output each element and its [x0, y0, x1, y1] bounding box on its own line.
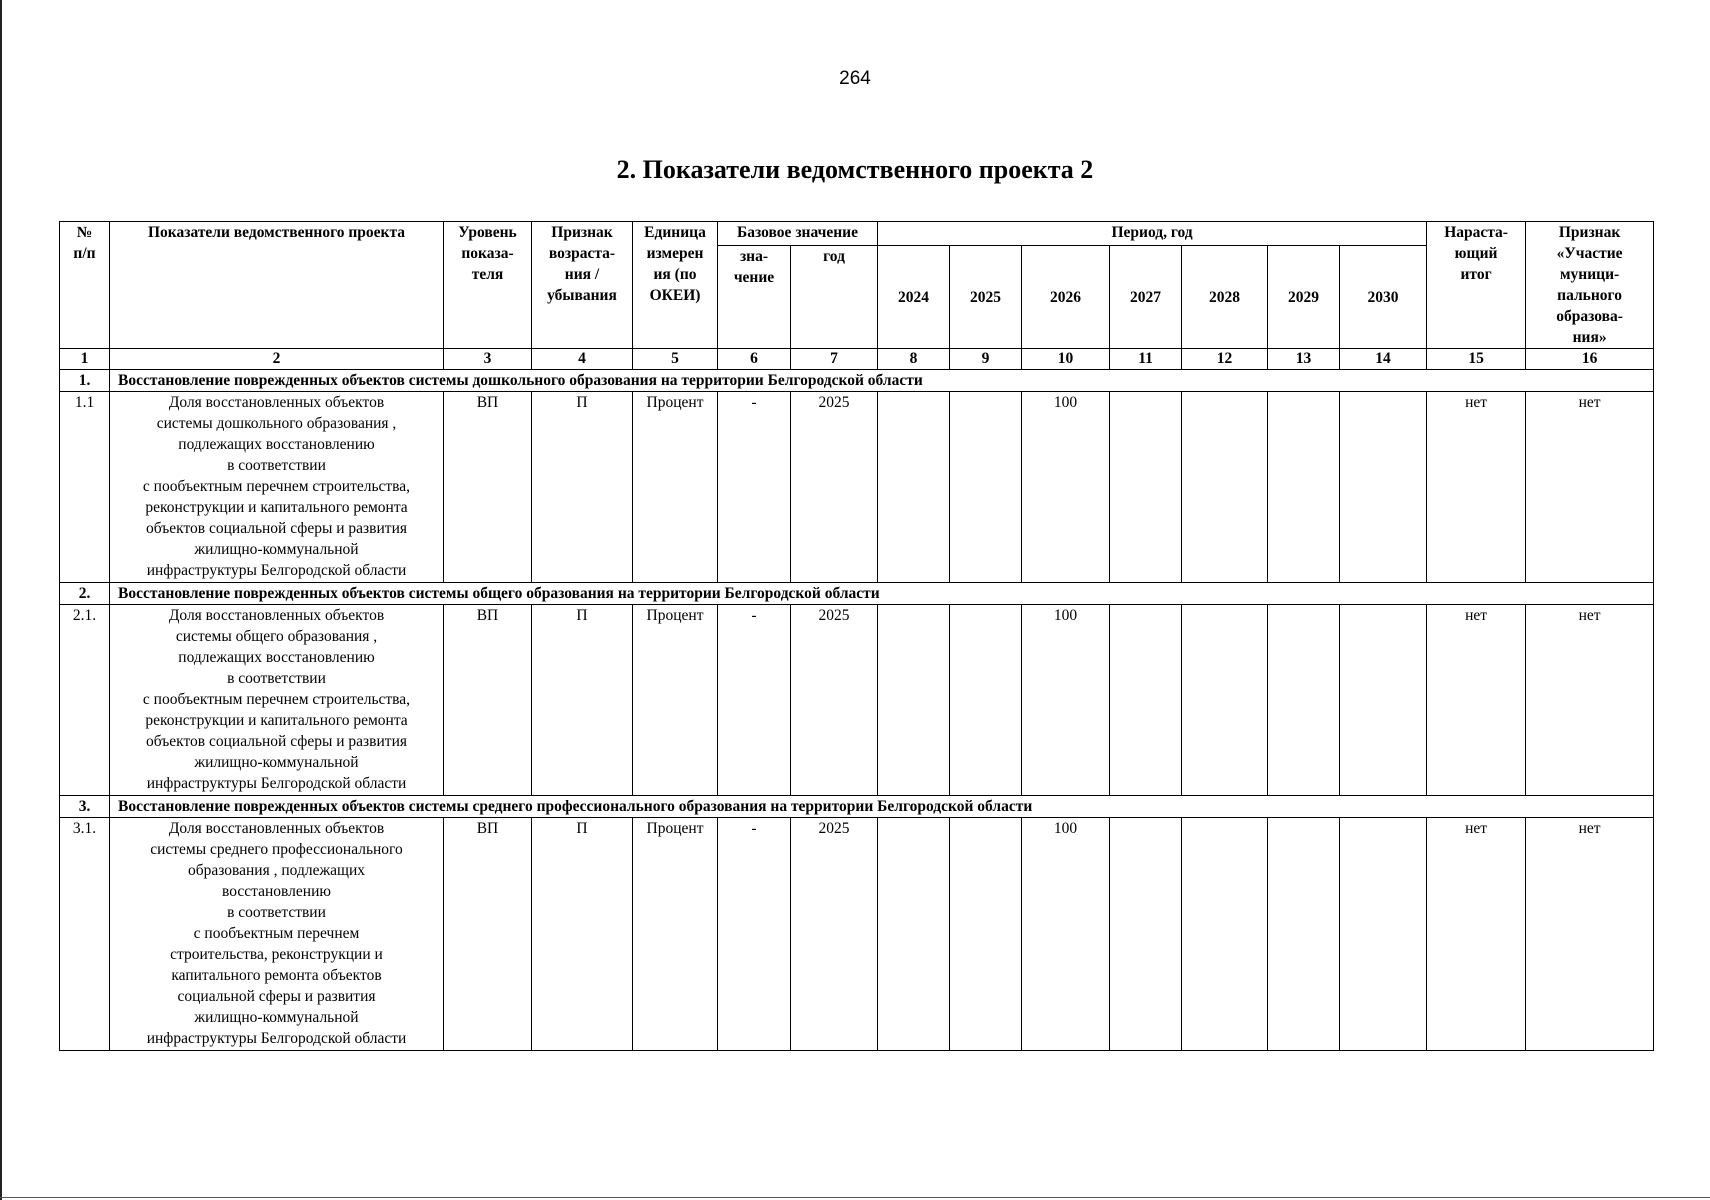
- indicator-name: Доля восстановленных объектов системы общего образования , подлежащих восстановлению в соответствии с пообъектным перечнем строительства, реконструкции и капитального ремонта объектов социальной сферы и развития жилищно-коммунальной инфраструктуры Белгородской области: [110, 605, 444, 796]
- indicator-sign: П: [532, 605, 633, 796]
- base-value: -: [718, 818, 791, 1051]
- year-value: [1340, 818, 1427, 1051]
- year-value: [1340, 605, 1427, 796]
- table-row: [60, 605, 1654, 796]
- section-title: Восстановление поврежденных объектов системы общего образования на территории Белгородской области: [110, 583, 1654, 605]
- year-value: [1268, 605, 1340, 796]
- cumulative-value: нет: [1427, 392, 1526, 583]
- cumulative-value: нет: [1427, 818, 1526, 1051]
- year-value: [1268, 392, 1340, 583]
- header-year: 2030: [1340, 246, 1427, 349]
- column-number: 8: [878, 349, 950, 370]
- column-number: 2: [110, 349, 444, 370]
- year-value: [1268, 818, 1340, 1051]
- header-base-year: год: [791, 246, 878, 349]
- year-value: [1110, 605, 1182, 796]
- year-value: [878, 392, 950, 583]
- column-number: 15: [1427, 349, 1526, 370]
- year-value: [1110, 392, 1182, 583]
- row-number: 3.1.: [60, 818, 110, 1051]
- column-number: 4: [532, 349, 633, 370]
- column-number: 1: [60, 349, 110, 370]
- municipal-value: нет: [1526, 392, 1654, 583]
- indicator-sign: П: [532, 392, 633, 583]
- table-row: [60, 392, 1654, 583]
- indicators-table: [59, 221, 1654, 1051]
- year-value: 100: [1022, 818, 1110, 1051]
- header-row-1: [60, 222, 1654, 246]
- year-value: [878, 818, 950, 1051]
- base-year: 2025: [791, 605, 878, 796]
- year-value: 100: [1022, 392, 1110, 583]
- header-base: Базовое значение: [718, 222, 878, 246]
- row-number: 1.1: [60, 392, 110, 583]
- municipal-value: нет: [1526, 818, 1654, 1051]
- base-year: 2025: [791, 818, 878, 1051]
- column-number-row: [60, 349, 1654, 370]
- header-year: 2028: [1182, 246, 1268, 349]
- column-number: 9: [950, 349, 1022, 370]
- column-number: 3: [444, 349, 532, 370]
- header-year: 2025: [950, 246, 1022, 349]
- indicator-level: ВП: [444, 605, 532, 796]
- year-value: [1340, 392, 1427, 583]
- year-value: [1110, 818, 1182, 1051]
- header-sign: Признак возраста- ния / убывания: [532, 222, 633, 349]
- base-year: 2025: [791, 392, 878, 583]
- header-period: Период, год: [878, 222, 1427, 246]
- page-number: 264: [839, 68, 871, 89]
- section-title: Восстановление поврежденных объектов системы среднего профессионального образования на территории Белгородской области: [110, 796, 1654, 818]
- column-number: 13: [1268, 349, 1340, 370]
- municipal-value: нет: [1526, 605, 1654, 796]
- year-value: 100: [1022, 605, 1110, 796]
- year-value: [950, 818, 1022, 1051]
- indicator-name: Доля восстановленных объектов системы дошкольного образования , подлежащих восстановлению в соответствии с пообъектным перечнем строительства, реконструкции и капитального ремонта объектов социальной сферы и развития жилищно-коммунальной инфраструктуры Белгородской области: [110, 392, 444, 583]
- column-number: 5: [633, 349, 718, 370]
- indicator-name: Доля восстановленных объектов системы среднего профессионального образования , подлежащих восстановлению в соответствии с пообъектным перечнем строительства, реконструкции и капитального ремонта объектов социальной сферы и развития жилищно-коммунальной инфраструктуры Белгородской области: [110, 818, 444, 1051]
- column-number: 16: [1526, 349, 1654, 370]
- indicator-unit: Процент: [633, 392, 718, 583]
- header-municipal: Признак «Участие муници- пального образова- ния»: [1526, 222, 1654, 349]
- header-year: 2029: [1268, 246, 1340, 349]
- column-number: 6: [718, 349, 791, 370]
- year-value: [1182, 818, 1268, 1051]
- year-value: [878, 605, 950, 796]
- row-number: 2.1.: [60, 605, 110, 796]
- table-row: [60, 818, 1654, 1051]
- scan-bottom-rule: [0, 1197, 1710, 1198]
- column-number: 10: [1022, 349, 1110, 370]
- header-year: 2027: [1110, 246, 1182, 349]
- section-number: 1.: [60, 370, 110, 392]
- indicator-level: ВП: [444, 818, 532, 1051]
- column-number: 11: [1110, 349, 1182, 370]
- header-indicator: Показатели ведомственного проекта: [110, 222, 444, 349]
- header-cumulative: Нараста- ющий итог: [1427, 222, 1526, 349]
- header-year: 2024: [878, 246, 950, 349]
- column-number: 12: [1182, 349, 1268, 370]
- section-number: 3.: [60, 796, 110, 818]
- column-number: 7: [791, 349, 878, 370]
- header-year: 2026: [1022, 246, 1110, 349]
- section-title: Восстановление поврежденных объектов системы дошкольного образования на территории Белгородской области: [110, 370, 1654, 392]
- year-value: [950, 605, 1022, 796]
- year-value: [1182, 392, 1268, 583]
- column-number: 14: [1340, 349, 1427, 370]
- header-base-value: зна- чение: [718, 246, 791, 349]
- section-row: [60, 583, 1654, 605]
- indicator-unit: Процент: [633, 605, 718, 796]
- page-title: 2. Показатели ведомственного проекта 2: [616, 155, 1094, 184]
- indicator-unit: Процент: [633, 818, 718, 1051]
- base-value: -: [718, 392, 791, 583]
- cumulative-value: нет: [1427, 605, 1526, 796]
- year-value: [1182, 605, 1268, 796]
- indicator-sign: П: [532, 818, 633, 1051]
- year-value: [950, 392, 1022, 583]
- header-level: Уровень показа- теля: [444, 222, 532, 349]
- section-row: [60, 370, 1654, 392]
- header-num: № п/п: [60, 222, 110, 349]
- section-number: 2.: [60, 583, 110, 605]
- base-value: -: [718, 605, 791, 796]
- section-row: [60, 796, 1654, 818]
- indicator-level: ВП: [444, 392, 532, 583]
- header-unit: Единица измерен ия (по ОКЕИ): [633, 222, 718, 349]
